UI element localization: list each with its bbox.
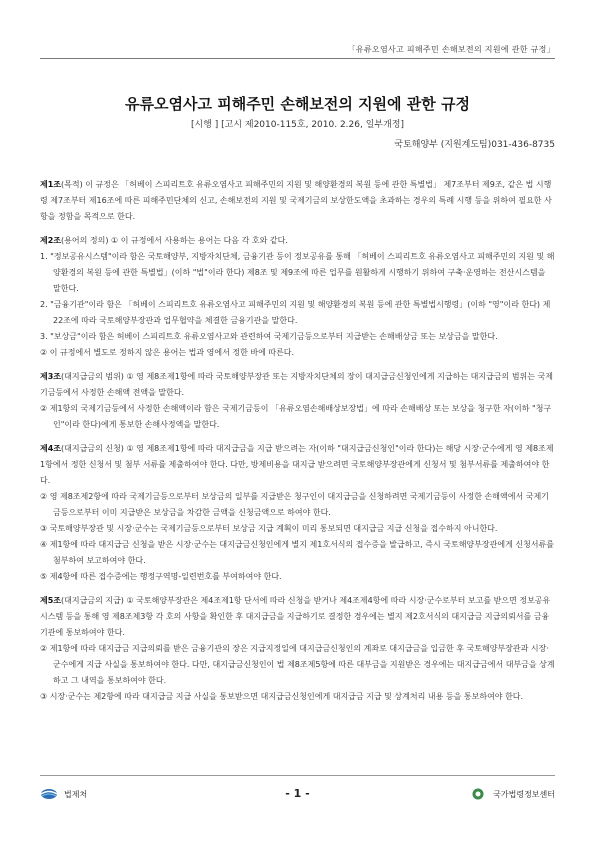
law-center-logo-icon	[469, 788, 487, 800]
page-number: - 1 -	[285, 787, 310, 800]
article-1	[40, 177, 555, 225]
article-number: 제4조	[40, 444, 62, 453]
document-meta: [시행 ] [고시 제2010-115호, 2010. 2.26, 일부개정]	[190, 120, 404, 130]
article-heading: (용어의 정의)	[61, 236, 109, 245]
article-paragraph: ④ 제1항에 따라 대지급금 신청을 받은 시장·군수는 대지급금신청인에게 별지 제1호서식의 접수증을 발급하고, 즉시 국토해양부장관에게 신청서류를 첨부하여 보고하여야 한다.	[40, 540, 554, 565]
article-number: 제5조	[40, 596, 62, 605]
article-number: 제2조	[40, 236, 62, 245]
article-number: 제1조	[40, 180, 62, 189]
article-paragraph: ③ 시장·군수는 제2항에 따라 대지급금 지급 사실을 통보받으면 대지급금신청인에게 대지급금 지급 및 상계처리 내용 등을 통보하여야 한다.	[40, 692, 524, 701]
article-paragraph: ② 제1항의 국제기금등에서 사정한 손해액이라 함은 국제기금등이 「유류오염손해배상보장법」에 따라 손해배상 또는 보상을 청구한 자(이하 "청구인"이라 한다)에게 통보한 손해사정액을 말한다.	[40, 404, 552, 429]
footer-right-label: 국가법령정보센터	[493, 789, 555, 799]
article-text: 이 규정은 「허베이 스피리트호 유류오염사고 피해주민의 지원 및 해양환경의 복원 등에 관한 특별법」 제7조부터 제9조, 같은 법 시행령 제7조부터 제16조에 따른 피해주민단체의 신고, 손해보전의 지원 및 국제기금의 보상한도액을 초과하는 경우의 특례 시행 등을 위하여 필요한 사항을 정함을 목적으로 한다.	[40, 180, 552, 221]
article-4	[40, 441, 555, 585]
document-title: 유류오염사고 피해주민 손해보전의 지원에 관한 규정	[125, 95, 470, 113]
article-text: ① 영 제8조제1항에 따라 대지급금을 지급 받으려는 자(이하 "대지급금신청인"이라 한다)는 해당 시장·군수에게 영 제8조제1항에서 정한 신청서 및 첨부 서류를 제출하여야 한다. 다만, 방제비용을 대지급 받으려면 국토해양부장관에게 신청서 및 첨부서류를 제출하여야 한다.	[40, 444, 554, 485]
article-text: ① 이 규정에서 사용하는 용어는 다음 각 호와 같다.	[108, 236, 288, 245]
header-divider	[40, 58, 555, 59]
article-paragraph: ② 영 제8조제2항에 따라 국제기금등으로부터 보상금의 일부를 지급받은 청구인이 대지급금을 신청하려면 국제기금등이 사정한 손해액에서 국제기금등으로부터 이미 지급받은 보상금을 차감한 금액을 신청금액으로 하여야 한다.	[40, 492, 549, 517]
article-paragraph: ② 이 규정에서 별도로 정하지 않은 용어는 법과 영에서 정한 바에 따른다.	[40, 348, 295, 357]
article-heading: (목적)	[61, 180, 83, 189]
article-paragraph: ② 제1항에 따라 대지급금 지급의뢰를 받은 금융기관의 장은 지급지정일에 대지급금신청인의 계좌로 대지급금을 입금한 후 국토해양부장관과 시장·군수에게 지급 사실을 통보하여야 한다. 다만, 대지급금신청인이 법 제8조제5항에 따른 대부금을 지원받은 경우에는 대지급금에서 대부금을 상계하고 그 내역을 통보하여야 한다.	[40, 644, 555, 685]
article-heading: (대지급금의 신청)	[61, 444, 124, 453]
footer-divider	[40, 775, 555, 776]
document-body	[40, 177, 555, 713]
article-paragraph: ⑤ 제4항에 따른 접수증에는 행정구역명-일련번호를 부여하여야 한다.	[40, 572, 282, 581]
running-header: 「유류오염사고 피해주민 손해보전의 지원에 관한 규정」	[347, 45, 555, 54]
article-2	[40, 233, 555, 361]
page-footer	[40, 785, 555, 805]
article-heading: (대지급금의 지급)	[61, 596, 124, 605]
article-heading: (대지급금의 범위)	[61, 372, 124, 381]
article-item: 2. "금융기관"이라 함은 「허베이 스피리트호 유류오염사고 피해주민의 지원 및 해양환경의 복원 등에 관한 특별법시행령」(이하 "영"이라 한다) 제22조에 따라 국토해양부장관과 업무협약을 체결한 금융기관을 말한다.	[40, 300, 551, 325]
article-number: 제3조	[40, 372, 62, 381]
footer-right	[469, 788, 555, 800]
article-text: ① 국토해양부장관은 제4조제1항 단서에 따라 신청을 받거나 제4조제4항에 따라 시장·군수로부터 보고를 받으면 정보공유시스템 등을 통해 영 제8조제3항 각 호의 사항을 확인한 후 대지급금을 지급하기로 결정한 경우에는 별지 제2호서식의 대지급금 지급의뢰서를 금융기관에 통보하여야 한다.	[40, 596, 551, 637]
footer-left-label: 법제처	[64, 789, 88, 799]
document-agency: 국토해양부 (지원계도팀)031-436-8735	[394, 140, 555, 150]
article-5	[40, 593, 555, 705]
article-3	[40, 369, 555, 433]
article-paragraph: ③ 국토해양부장관 및 시장·군수는 국제기금등으로부터 보상금 지급 계획이 미리 통보되면 대지급금 지급 신청을 접수하지 아니한다.	[40, 524, 498, 533]
article-item: 1. "정보공유시스템"이라 함은 국토해양부, 지방자치단체, 금융기관 등이 정보공유를 통해 「허베이 스피리트호 유류오염사고 피해주민의 지원 및 해양환경의 복원 등에 관한 특별법」(이하 "법"이라 한다) 제8조 및 제9조에 따른 업무를 원활하게 시행하기 위하여 구축·운영하는 전산시스템을 말한다.	[40, 252, 555, 293]
article-text: ① 영 제8조제1항에 따라 국토해양부장관 또는 지방자치단체의 장이 대지급금신청인에게 지급하는 대지급금의 범위는 국제기금등에서 사정한 손해액 전액을 말한다.	[40, 372, 553, 397]
article-item: 3. "보상금"이라 함은 허베이 스피리트호 유류오염사고와 관련하여 국제기금등으로부터 지급받는 손해배상금 또는 보상금을 말한다.	[40, 332, 498, 341]
